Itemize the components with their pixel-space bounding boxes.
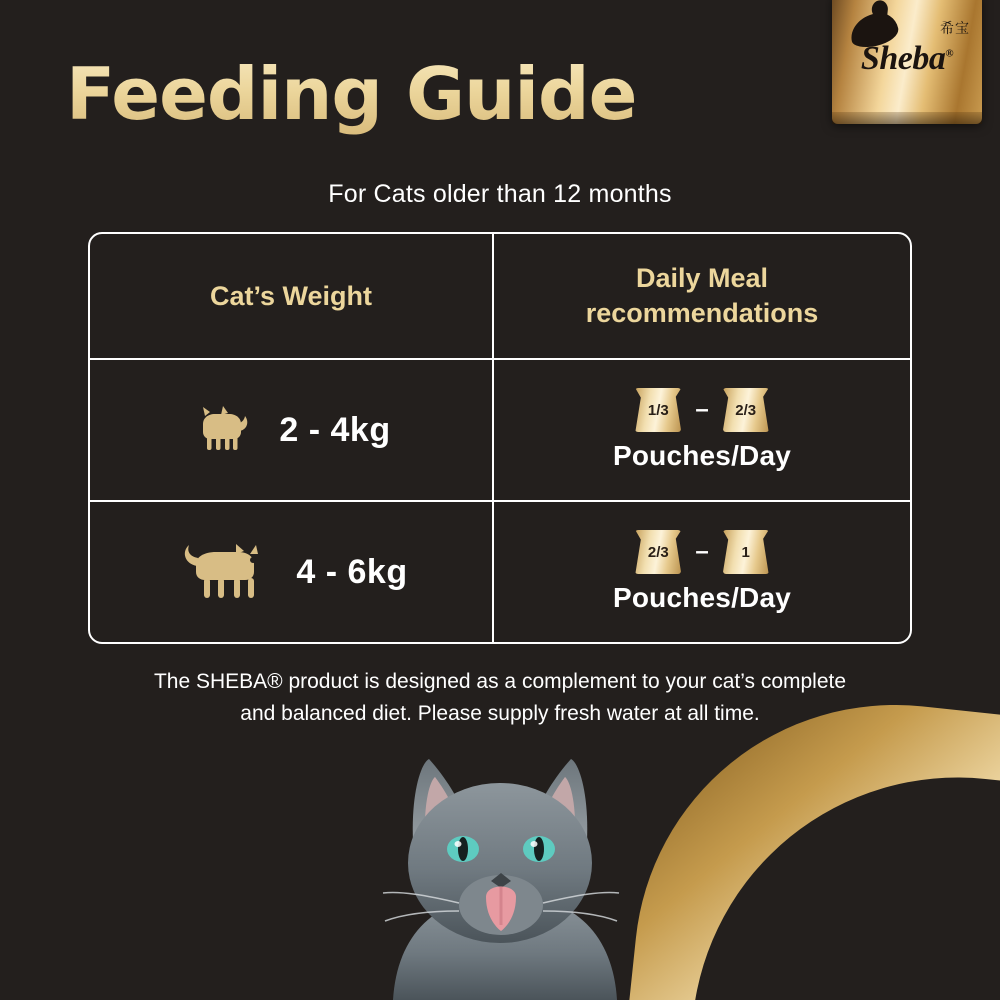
row-1-amount-to: 2/3 [735,401,757,419]
header-meals-label-line1: Daily Meal [635,263,769,294]
table-row [90,502,910,642]
small-cat-icon [191,404,253,456]
row-1-amount-from: 1/3 [647,401,669,419]
row-2-amount-to: 1 [741,543,750,561]
brand-registered-mark: ® [945,47,954,60]
row-2-unit-label: Pouches/Day [612,582,792,613]
row-1-meal-cell [494,360,910,500]
brand-name [832,40,982,78]
pouch-icon [635,388,681,432]
disclaimer-line-2: and balanced diet. Please supply fresh water at all time. [240,701,760,725]
brand-name-text: Sheba [860,40,946,77]
header-weight-label: Cat’s Weight [209,280,372,311]
sheba-pouch-logo [832,0,982,124]
grey-cat-photo [355,745,655,1000]
row-2-weight-cell [90,502,494,642]
row-1-unit-label: Pouches/Day [612,440,792,471]
row-1-separator: – [695,396,709,423]
header-meals-label-line2: recommendations [585,298,819,328]
disclaimer-text [84,666,916,729]
page-title: Feeding Guide [66,52,637,136]
pouch-icon [723,530,769,574]
table-header-row [90,234,910,360]
page-subtitle: For Cats older than 12 months [328,180,672,208]
row-2-meal-cell [494,502,910,642]
brand-chinese-name: 希宝 [940,21,970,37]
disclaimer-line-1: The SHEBA® product is designed as a complement to your cat’s complete [153,670,847,693]
row-1-weight-value: 2 - 4kg [279,410,391,449]
row-2-separator: – [695,538,709,565]
large-cat-icon [174,540,270,604]
header-cell-meals [494,234,910,358]
row-2-amount-from: 2/3 [647,543,669,561]
header-cell-weight [90,234,494,358]
row-2-pouch-row [635,530,768,574]
row-1-weight-cell [90,360,494,500]
row-2-weight-value: 4 - 6kg [296,552,408,591]
row-1-pouch-row [635,388,768,432]
table-row [90,360,910,502]
pouch-icon [635,530,681,574]
feeding-table [88,232,912,644]
pouch-icon [723,388,769,432]
